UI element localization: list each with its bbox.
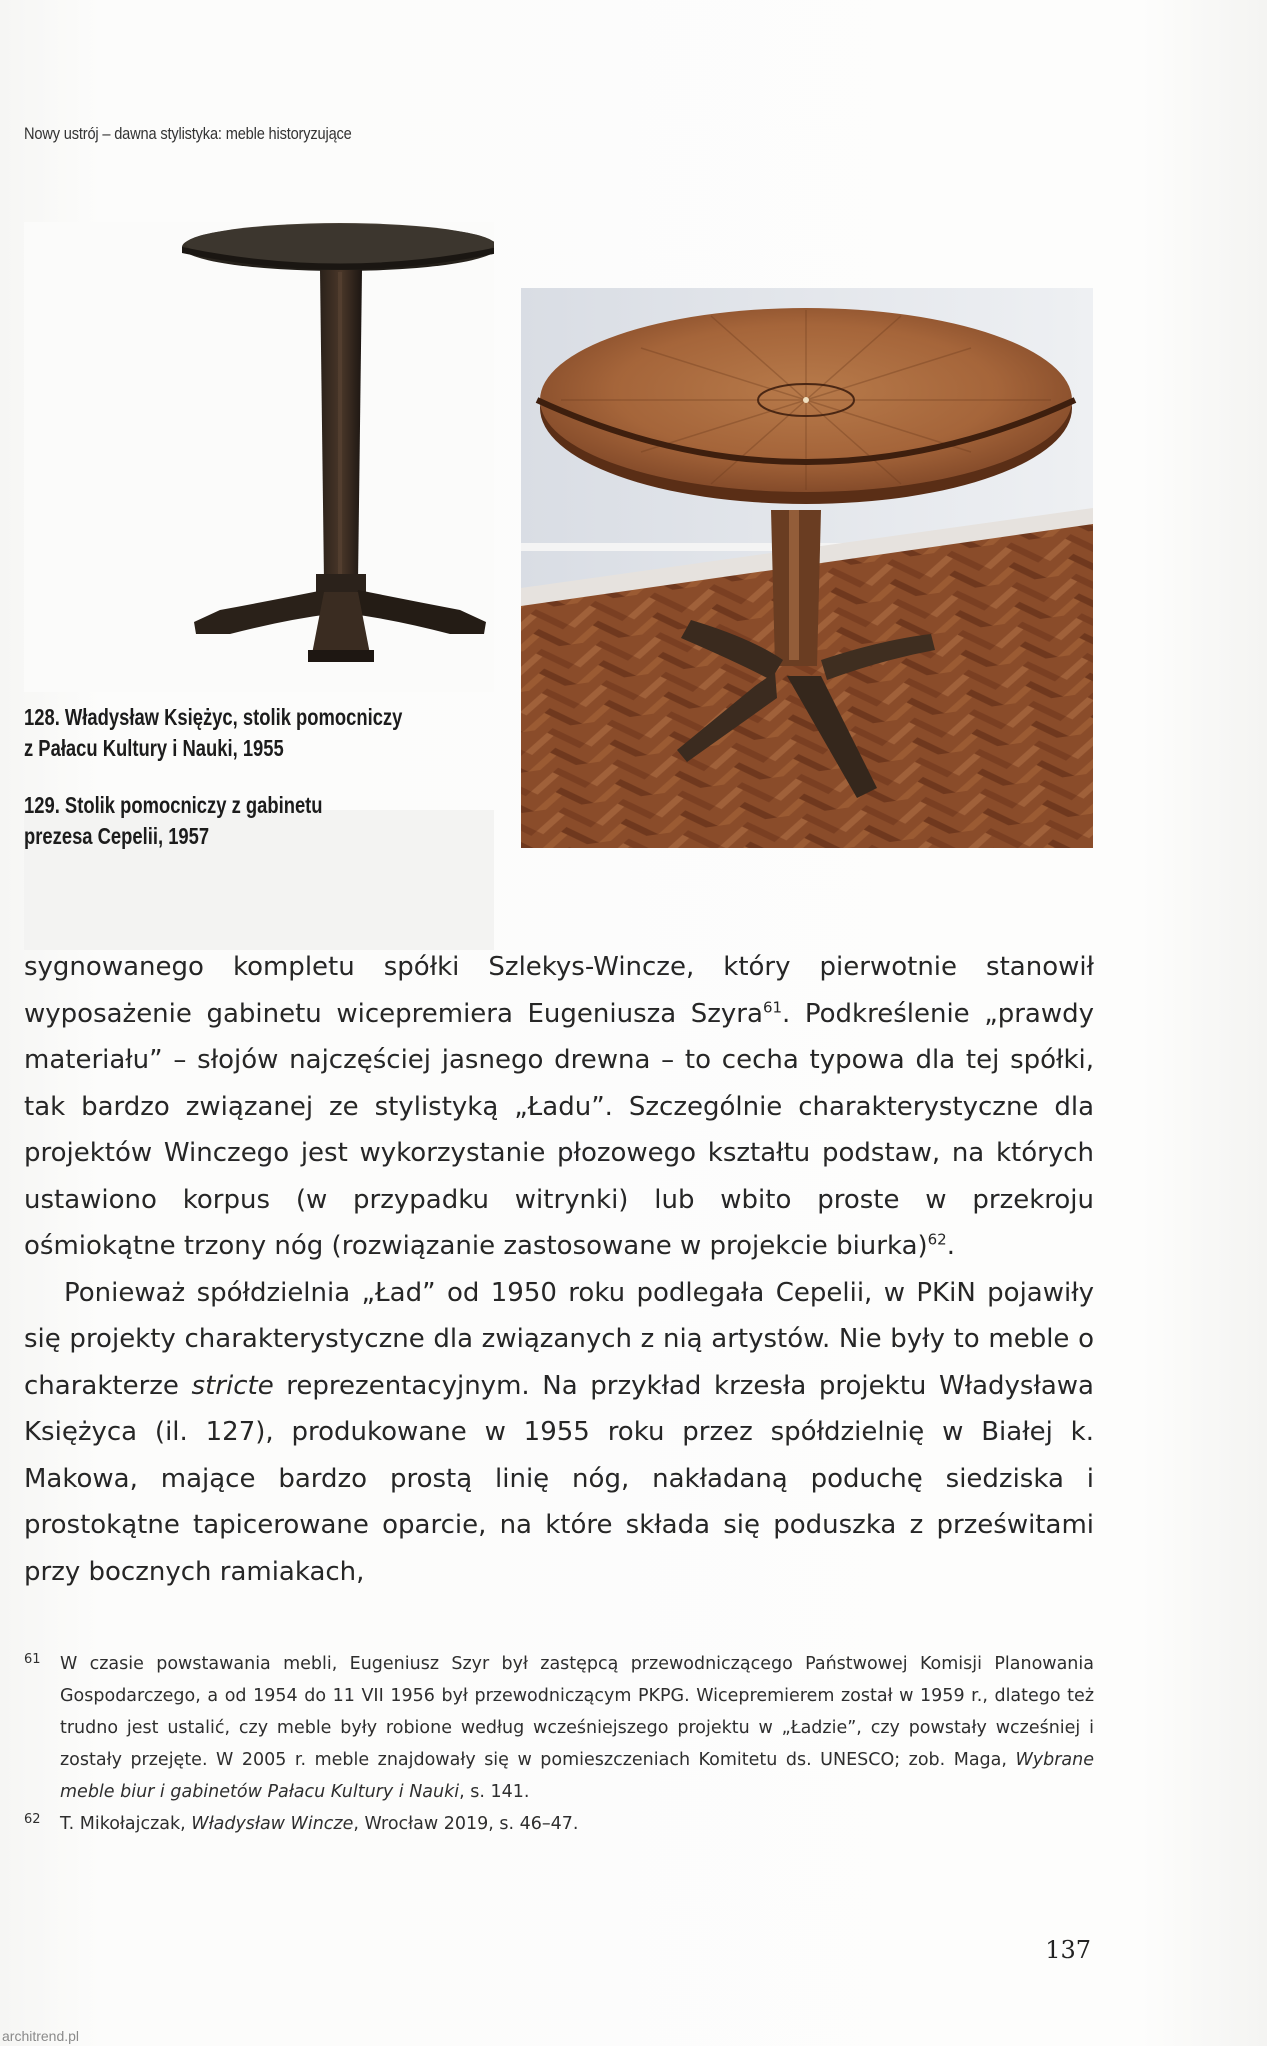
footnote-ref-61[interactable]: 61 <box>762 997 783 1016</box>
caption-128-line-2: z Pałacu Kultury i Nauki, 1955 <box>24 735 284 761</box>
paragraph-1: sygnowanego kompletu spółki Szlekys-Wincze, który pierwotnie stanowił wyposażenie gabinetu wicepremiera Eugeniusza Szyra$^{61}$. Podkreślenie „prawdy materiału” – słojów najczęściej jasnego drewna – to cecha typowa dla tej spółki, tak bardzo związanej ze stylistyką „Ładu”. Szczególnie charakterystyczne dla projektów Winczego jest wykorzystanie płozowego kształtu podstaw, na których ustawiono korpus (w przypadku witrynki) lub wbito proste w przekroju ośmiokątne trzony nóg (rozwiązanie zastosowane w projekcie biurka)$^{62}$. <box>24 952 1094 1261</box>
body-text <box>24 944 1094 1595</box>
running-head: Nowy ustrój – dawna stylistyka: meble historyzujące <box>24 124 352 143</box>
paragraph-2: Ponieważ spółdzielnia „Ład” od 1950 roku podlegała Cepelii, w PKiN pojawiły się projekty charakterystyczne dla związanych z nią artystów. Nie były to meble o charakterze stricte reprezentacyjnym. Na przykład krzesła projektu Władysława Księżyca (il. 127), produkowane w 1955 roku przez spółdzielnię w Białej k. Makowa, mające bardzo prostą linię nóg, nakładaną poduchę siedziska i prostokątne tapicerowane oparcie, na które składa się poduszka z prześwitami przy bocznych ramiakach, <box>24 1277 1094 1587</box>
footnote-number: 61 <box>24 1652 41 1667</box>
footnote-ref-62[interactable]: 62 <box>927 1230 947 1249</box>
caption-129-line-2: prezesa Cepelii, 1957 <box>24 823 210 849</box>
photo-128-side-table <box>24 222 494 692</box>
footnotes <box>24 1648 1094 1840</box>
caption-129-line-1: 129. Stolik pomocniczy z gabinetu <box>24 792 323 818</box>
caption-128 <box>24 702 402 764</box>
footnote-62: 62 T. Mikołajczak, Władysław Wincze, Wrocław 2019, s. 46–47. <box>24 1808 1094 1840</box>
footnote-number: 62 <box>24 1812 41 1827</box>
table-128-illustration <box>24 222 494 692</box>
footnote-61: 61 W czasie powstawania mebli, Eugeniusz Szyr był zastępcą przewodniczącego Państwowej Komisji Planowania Gospodarczego, a od 1954 do 11 VII 1956 był przewodniczącym PKPG. Wicepremierem został w 1959 r., dlatego też trudno jest ustalić, czy meble były robione według wcześniejszego projektu w „Ładzie”, czy powstały wcześniej i zostały przejęte. W 2005 r. meble znajdowały się w pomieszczeniach Komitetu ds. UNESCO; zob. Maga, Wybrane meble biur i gabinetów Pałacu Kultury i Nauki, s. 141. <box>24 1648 1094 1808</box>
caption-129 <box>24 790 323 852</box>
watermark: architrend.pl <box>2 2028 80 2044</box>
page-number: 137 <box>1045 1936 1091 1964</box>
photo-129-marquetry-table <box>521 288 1093 848</box>
caption-128-line-1: 128. Władysław Księżyc, stolik pomocniczy <box>24 704 403 730</box>
table-129-illustration <box>521 288 1093 848</box>
